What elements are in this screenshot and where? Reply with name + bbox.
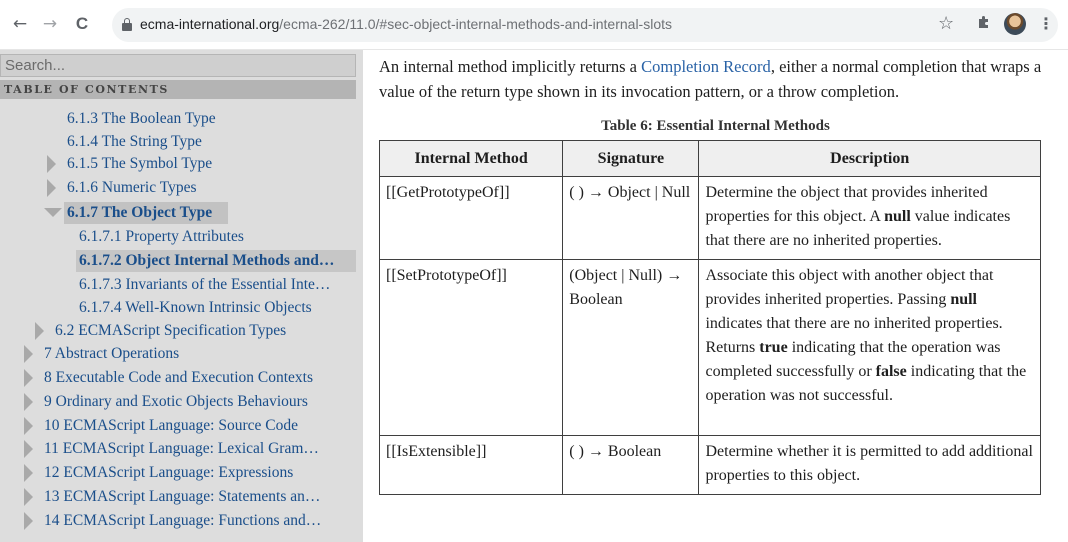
completion-record-link[interactable]: Completion Record: [641, 57, 771, 76]
reload-icon[interactable]: C: [75, 14, 89, 33]
expand-triangle-icon[interactable]: [24, 417, 33, 435]
keyword-text: false: [875, 363, 907, 380]
column-header: Description: [699, 141, 1041, 177]
toc-item-11[interactable]: 11 ECMAScript Language: Lexical Gram…: [44, 440, 319, 457]
toc-item-12[interactable]: 12 ECMAScript Language: Expressions: [44, 464, 294, 481]
internal-methods-table: [379, 140, 1041, 495]
toc-item-6-1-7-1[interactable]: 6.1.7.1 Property Attributes: [79, 228, 244, 245]
table-header-row: [380, 141, 1041, 177]
description-cell: [699, 260, 1041, 436]
expand-triangle-icon[interactable]: [24, 512, 33, 530]
description-text: Associate this object with another object that provides inherited properties. Passing: [705, 267, 994, 308]
url-path: /ecma-262/11.0/#sec-object-internal-methods-and-internal-slots: [279, 16, 673, 32]
url-domain: ecma-international.org: [140, 16, 280, 32]
description-text: Determine whether it is permitted to add additional properties to this object.: [705, 443, 1033, 484]
toc-item-6-1-6[interactable]: 6.1.6 Numeric Types: [67, 179, 197, 196]
method-cell: [[IsExtensible]]: [380, 436, 563, 495]
keyword-text: null: [950, 291, 977, 308]
toc-item-6-1-7-2[interactable]: 6.1.7.2 Object Internal Methods and…: [76, 250, 356, 272]
profile-avatar[interactable]: [1004, 13, 1026, 35]
back-icon[interactable]: ←: [12, 14, 28, 34]
intro-paragraph: [379, 54, 1059, 104]
description-text: Determine the object that provides inherited properties for this object. A: [705, 184, 988, 225]
description-text: indicates that there are no inherited properties. Returns: [705, 315, 1003, 356]
toc-sidebar: [0, 50, 363, 542]
lock-icon: [122, 18, 132, 31]
intro-text-1: An internal method implicitly returns a: [379, 57, 642, 76]
search-input[interactable]: Search...: [0, 54, 356, 77]
expand-triangle-icon[interactable]: [47, 179, 56, 197]
forward-icon[interactable]: →: [42, 14, 58, 34]
address-bar[interactable]: [112, 8, 1058, 42]
toc-item-6-1-7-3[interactable]: 6.1.7.3 Invariants of the Essential Inte…: [79, 276, 331, 293]
expand-triangle-icon[interactable]: [24, 464, 33, 482]
intro-text-2: , either a normal completion that wraps a value of the return type shown in its invocation pattern, or a throw completion.: [379, 57, 1042, 101]
extensions-puzzle-icon[interactable]: [976, 14, 992, 30]
toc-item-6-1-5[interactable]: 6.1.5 The Symbol Type: [67, 155, 213, 172]
url-text[interactable]: [140, 16, 672, 32]
expand-triangle-icon[interactable]: [47, 155, 56, 173]
table-row: [380, 436, 1041, 495]
description-text: indicating that the operation was completed successfully or: [705, 339, 1001, 380]
toc-item-6-1-7[interactable]: 6.1.7 The Object Type: [64, 202, 228, 224]
spec-content: [363, 50, 1068, 542]
method-cell: [[GetPrototypeOf]]: [380, 177, 563, 260]
table-row: [380, 177, 1041, 260]
toc-item-6-1-3[interactable]: 6.1.3 The Boolean Type: [67, 110, 216, 127]
bookmark-star-icon[interactable]: ☆: [938, 13, 955, 34]
toc-item-6-2[interactable]: 6.2 ECMAScript Specification Types: [55, 322, 287, 339]
expand-triangle-icon[interactable]: [35, 322, 44, 340]
signature-cell: (Object | Null) → Boolean: [563, 260, 699, 436]
toc-item-7[interactable]: 7 Abstract Operations: [44, 345, 180, 362]
toc-item-9[interactable]: 9 Ordinary and Exotic Objects Behaviours: [44, 393, 308, 410]
collapse-triangle-icon[interactable]: [44, 208, 62, 217]
method-cell: [[SetPrototypeOf]]: [380, 260, 563, 436]
column-header: Signature: [563, 141, 699, 177]
expand-triangle-icon[interactable]: [24, 393, 33, 411]
expand-triangle-icon[interactable]: [24, 440, 33, 458]
toc-item-10[interactable]: 10 ECMAScript Language: Source Code: [44, 417, 298, 434]
toc-item-8[interactable]: 8 Executable Code and Execution Contexts: [44, 369, 314, 386]
toc-item-6-1-7-4[interactable]: 6.1.7.4 Well-Known Intrinsic Objects: [79, 299, 312, 316]
browser-toolbar: [0, 0, 1068, 50]
description-text: value indicates that there are no inherited properties.: [705, 208, 1011, 249]
expand-triangle-icon[interactable]: [24, 369, 33, 387]
column-header: Internal Method: [380, 141, 563, 177]
table-caption: Table 6: Essential Internal Methods: [601, 118, 830, 134]
keyword-text: null: [884, 208, 911, 225]
keyword-text: true: [759, 339, 788, 356]
signature-cell: ( ) → Object | Null: [563, 177, 699, 260]
expand-triangle-icon[interactable]: [24, 488, 33, 506]
signature-cell: ( ) → Boolean: [563, 436, 699, 495]
toc-item-13[interactable]: 13 ECMAScript Language: Statements an…: [44, 488, 321, 505]
browser-menu-icon[interactable]: ⋮: [1038, 14, 1054, 33]
description-cell: [699, 436, 1041, 495]
toc-item-14[interactable]: 14 ECMAScript Language: Functions and…: [44, 512, 322, 529]
expand-triangle-icon[interactable]: [24, 345, 33, 363]
description-cell: [699, 177, 1041, 260]
description-text: indicating that the operation was not successful.: [705, 363, 1027, 404]
toc-item-6-1-4[interactable]: 6.1.4 The String Type: [67, 133, 202, 150]
table-row: [380, 260, 1041, 436]
toc-header: TABLE OF CONTENTS: [0, 80, 356, 99]
